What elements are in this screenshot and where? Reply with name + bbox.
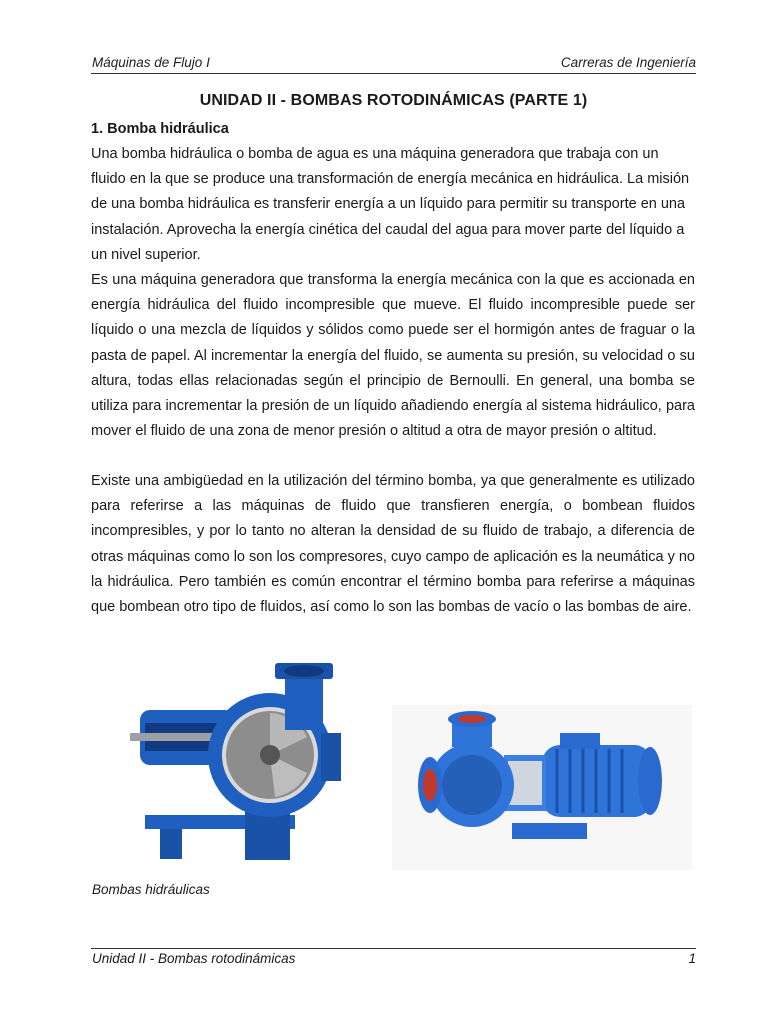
paragraph-2: Es una máquina generadora que transforma la energía mecánica con la que es accionada en energía hidráulica del fluido incompresible que mueve. El fluido incompresible puede ser líquido o una mezcla de líquidos y sólidos como puede ser el hormigón antes de fraguar o la pasta de papel. Al incrementar la energía del fluido, se aumenta su presión, su velocidad o su altura, todas ellas relacionadas según el principio de Bernoulli. En general, una bomba se utiliza para incrementar la presión de un líquido añadiendo energía al sistema hidráulico, para mover el fluido de una zona de menor presión o altitud a otra de mayor presión o altitud. [91, 272, 695, 440]
paragraph-1: Una bomba hidráulica o bomba de agua es una máquina generadora que trabaja con un fluido en la que se produce una transformación de energía mecánica en hidráulica. La misión de una bomba hidráulica es transferir energía a un líquido para permitir su transporte en una instalación. Aprovecha la energía cinética del caudal del agua para mover parte del líquido a un nivel superior. [91, 146, 690, 263]
page-footer [91, 948, 696, 969]
header-course-title: Máquinas de Flujo I [92, 55, 210, 70]
paragraph-3: Existe una ambigüedad en la utilización del término bomba, ya que generalmente es utilizado para referirse a las máquinas de fluido que transfieren energía, o bombean fluidos incompresibles, y por lo tanto no alteran la densidad de su fluido de trabajo, a diferencia de otras máquinas como lo son los compresores, cuyo campo de aplicación es la neumática y no la hidráulica. Pero también es común encontrar el término bomba para referirse a máquinas que bombean otro tipo de fluidos, así como lo son las bombas de vacío o las bombas de aire. [91, 473, 695, 616]
page-number: 1 [688, 951, 696, 966]
figure-caption: Bombas hidráulicas [92, 882, 210, 897]
section-heading: 1. Bomba hidráulica [91, 121, 229, 137]
close-coupled-pump-image [392, 705, 692, 870]
cutaway-pump-image [125, 655, 357, 870]
header-program: Carreras de Ingeniería [560, 55, 696, 70]
document-title: UNIDAD II - BOMBAS ROTODINÁMICAS (PARTE 1) [199, 92, 588, 109]
footer-unit-title: Unidad II - Bombas rotodinámicas [92, 951, 296, 966]
page-header [91, 53, 696, 74]
